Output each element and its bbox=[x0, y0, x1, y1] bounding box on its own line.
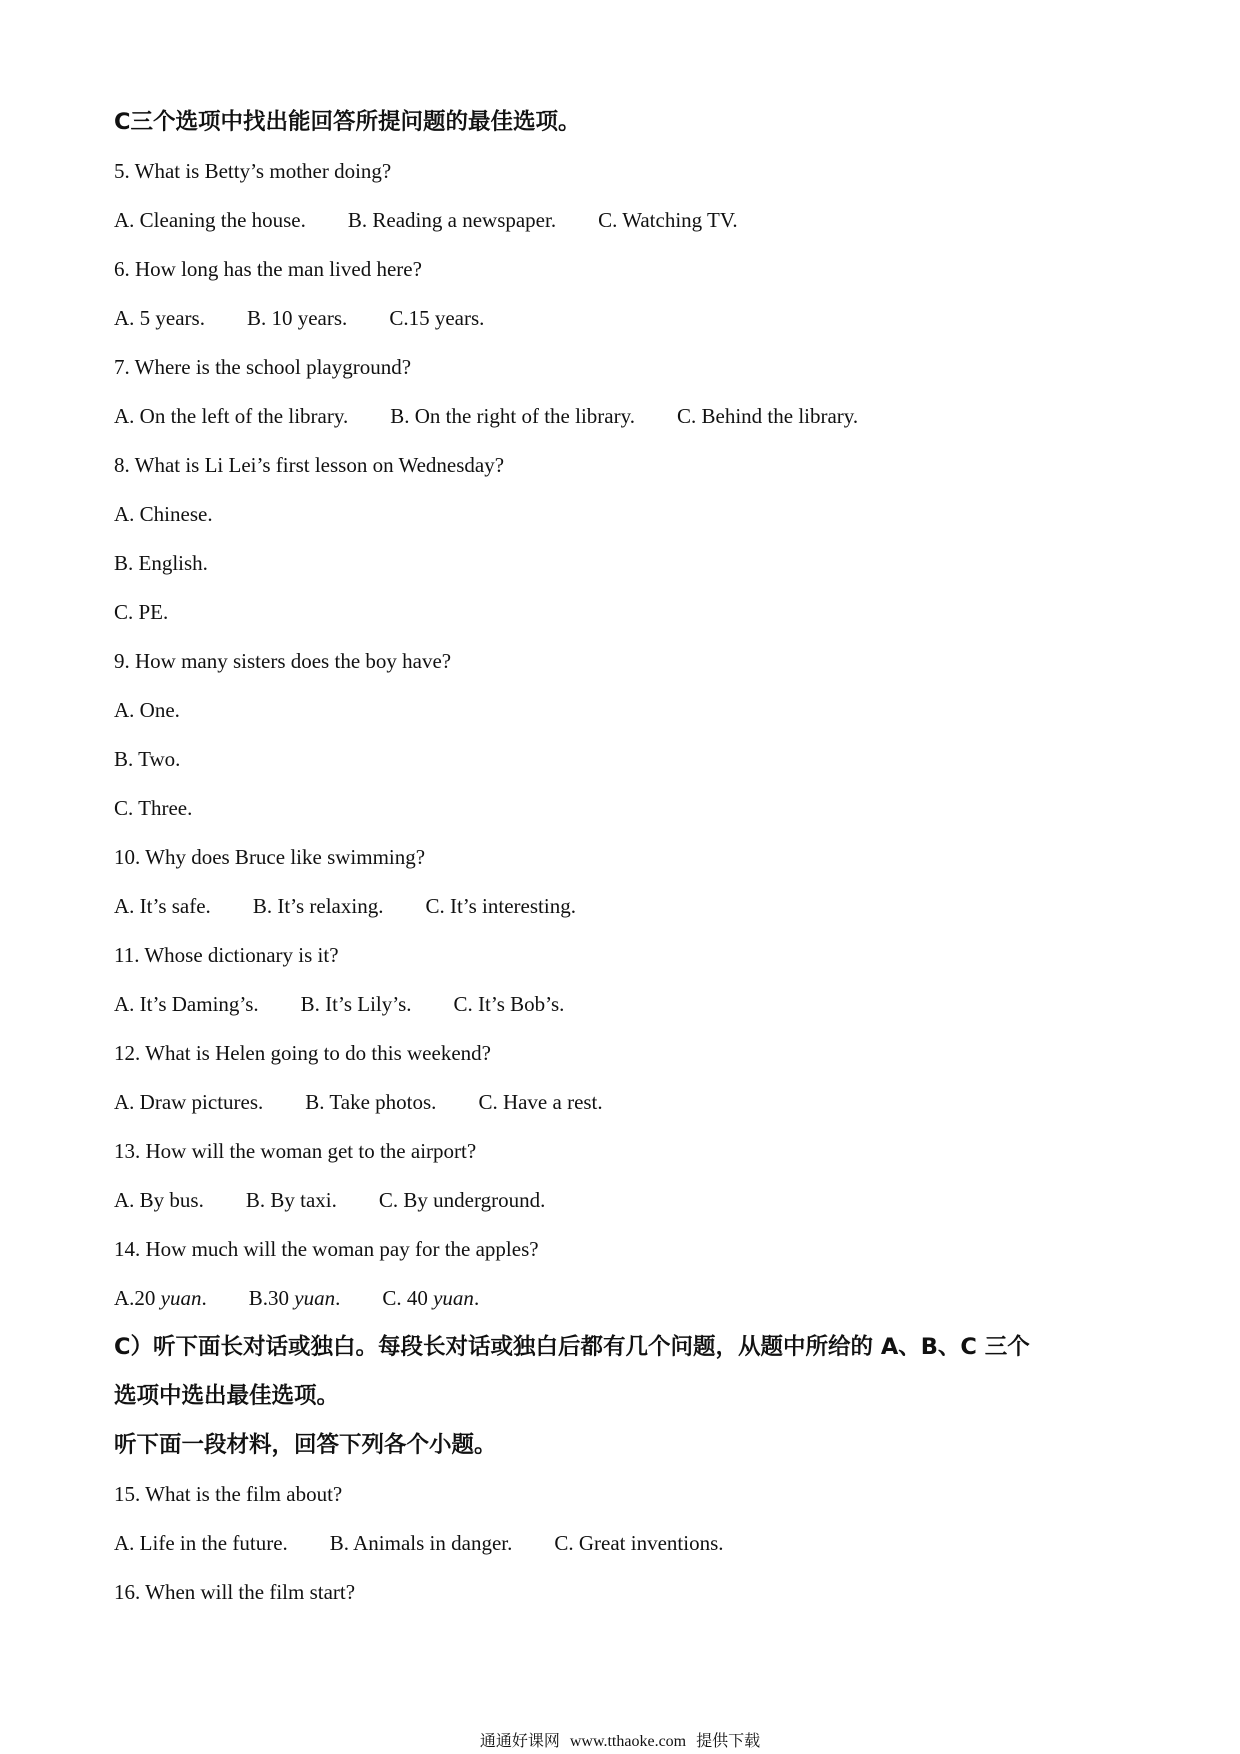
question-6: 6. How long has the man lived here? bbox=[114, 257, 422, 281]
option-14a: A.20 yuan. bbox=[114, 1286, 207, 1310]
option-10a: A. It’s safe. bbox=[114, 894, 211, 918]
section-c-instruction-line1: C）听下面长对话或独白。每段长对话或独白后都有几个问题，从题中所给的 A、B、C 三个 bbox=[114, 1334, 1030, 1360]
option-8c: C. PE. bbox=[114, 600, 169, 624]
option-9a: A. One. bbox=[114, 698, 180, 722]
option-9b: B. Two. bbox=[114, 747, 181, 771]
question-16: 16. When will the film start? bbox=[114, 1580, 356, 1604]
option-12c: C. Have a rest. bbox=[478, 1090, 603, 1114]
option-11b: B. It’s Lily’s. bbox=[300, 992, 412, 1016]
option-8b: B. English. bbox=[114, 551, 208, 575]
question-7: 7. Where is the school playground? bbox=[114, 355, 412, 379]
section-c-instruction-line3: 听下面一段材料，回答下列各个小题。 bbox=[114, 1432, 497, 1458]
question-5: 5. What is Betty’s mother doing? bbox=[114, 159, 392, 183]
question-13: 13. How will the woman get to the airport? bbox=[114, 1139, 477, 1163]
option-10b: B. It’s relaxing. bbox=[252, 894, 384, 918]
option-11a: A. It’s Daming’s. bbox=[114, 992, 259, 1016]
option-7c: C. Behind the library. bbox=[677, 404, 859, 428]
question-11: 11. Whose dictionary is it? bbox=[114, 943, 339, 967]
options-12 bbox=[114, 1078, 1134, 1127]
option-13c: C. By underground. bbox=[378, 1188, 546, 1212]
option-12b: B. Take photos. bbox=[305, 1090, 437, 1114]
footer-url[interactable]: www.tthaoke.com bbox=[569, 1733, 687, 1750]
option-5a: A. Cleaning the house. bbox=[114, 208, 306, 232]
option-14b: B.30 yuan. bbox=[248, 1286, 341, 1310]
option-14c: C. 40 yuan. bbox=[382, 1286, 480, 1310]
options-15 bbox=[114, 1519, 1134, 1568]
option-7b: B. On the right of the library. bbox=[390, 404, 635, 428]
option-6a: A. 5 years. bbox=[114, 306, 205, 330]
option-5b: B. Reading a newspaper. bbox=[347, 208, 557, 232]
options-7 bbox=[114, 392, 1134, 441]
question-15: 15. What is the film about? bbox=[114, 1482, 343, 1506]
question-8: 8. What is Li Lei’s first lesson on Wednesday? bbox=[114, 453, 505, 477]
option-13b: B. By taxi. bbox=[245, 1188, 337, 1212]
option-13a: A. By bus. bbox=[114, 1188, 204, 1212]
option-15c: C. Great inventions. bbox=[554, 1531, 724, 1555]
option-9c: C. Three. bbox=[114, 796, 193, 820]
options-11 bbox=[114, 980, 1134, 1029]
option-15b: B. Animals in danger. bbox=[329, 1531, 513, 1555]
options-14 bbox=[114, 1274, 1134, 1323]
section-heading: C三个选项中找出能回答所提问题的最佳选项。 bbox=[114, 109, 581, 135]
question-10: 10. Why does Bruce like swimming? bbox=[114, 845, 426, 869]
options-5 bbox=[114, 196, 1134, 245]
option-7a: A. On the left of the library. bbox=[114, 404, 349, 428]
section-c-instruction-line2: 选项中选出最佳选项。 bbox=[114, 1383, 340, 1409]
options-6 bbox=[114, 294, 1134, 343]
footer-download-text: 提供下载 bbox=[696, 1731, 761, 1750]
question-14: 14. How much will the woman pay for the apples? bbox=[114, 1237, 539, 1261]
page-footer bbox=[0, 1728, 1240, 1751]
option-10c: C. It’s interesting. bbox=[425, 894, 576, 918]
option-11c: C. It’s Bob’s. bbox=[453, 992, 565, 1016]
option-6b: B. 10 years. bbox=[246, 306, 348, 330]
options-10 bbox=[114, 882, 1134, 931]
question-12: 12. What is Helen going to do this weekend? bbox=[114, 1041, 491, 1065]
footer-site-name: 通通好课网 bbox=[479, 1731, 560, 1750]
option-5c: C. Watching TV. bbox=[598, 208, 738, 232]
option-15a: A. Life in the future. bbox=[114, 1531, 288, 1555]
options-13 bbox=[114, 1176, 1134, 1225]
exam-page bbox=[114, 98, 1134, 1617]
option-6c: C.15 years. bbox=[389, 306, 485, 330]
question-9: 9. How many sisters does the boy have? bbox=[114, 649, 452, 673]
option-12a: A. Draw pictures. bbox=[114, 1090, 264, 1114]
option-8a: A. Chinese. bbox=[114, 502, 213, 526]
